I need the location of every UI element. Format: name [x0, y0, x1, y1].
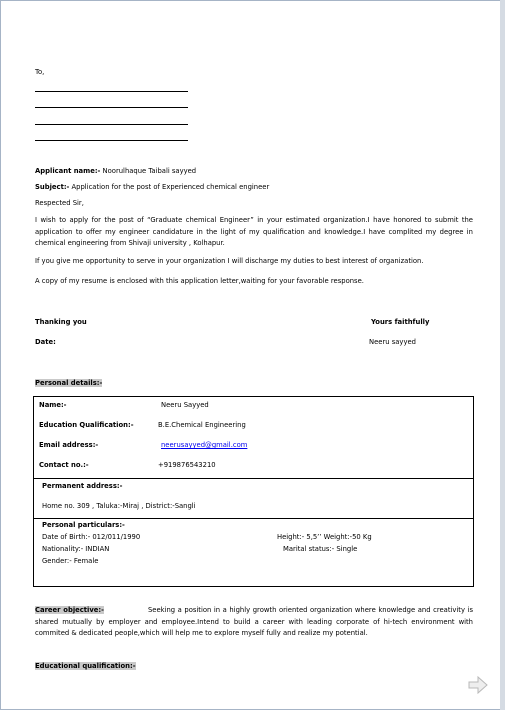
gender: Gender:- Female — [42, 557, 99, 565]
applicant-name — [35, 167, 196, 175]
contact-value: +919876543210 — [158, 461, 216, 469]
education-label: Education Qualification:- — [39, 421, 134, 429]
heading-highlight: Personal details:- — [35, 379, 103, 387]
letter-paragraph: A copy of my resume is enclosed with this application letter,waiting for your favorable response. — [35, 277, 364, 285]
date-of-birth: Date of Birth:- 012/011/1990 — [42, 533, 141, 541]
applicant-value: Noorulhaque Taibali sayyed — [100, 167, 197, 175]
closing-thanks: Thanking you — [35, 318, 87, 326]
permanent-address-label: Permanent address:- — [42, 482, 123, 490]
to-line: To, — [35, 68, 45, 76]
subject-label: Subject:- — [35, 183, 70, 191]
page-scroll-edge — [500, 0, 505, 710]
signature-name: Neeru sayyed — [369, 338, 416, 346]
career-objective-text: Seeking a position in a highly growth oriented organization where knowledge and creativity is shared mutually by employer and employee.Intend to build a career with leading corporate of hi-tech environment with commited & dedicated people,which will help me to explore myself fully and realize my potential. — [35, 606, 473, 637]
career-objective-label: Career objective:- — [35, 606, 104, 614]
name-value: Neeru Sayyed — [161, 401, 209, 409]
box-divider — [33, 478, 474, 479]
box-divider — [33, 518, 474, 519]
next-page-arrow-icon[interactable] — [468, 676, 488, 694]
section-heading-personal — [35, 379, 102, 387]
marital-status: Marital status:- Single — [283, 545, 358, 553]
applicant-label: Applicant name:- — [35, 167, 101, 175]
address-line — [35, 124, 188, 125]
permanent-address-value: Home no. 309 , Taluka:-Miraj , District:-Sangli — [42, 502, 196, 510]
email-label: Email address:- — [39, 441, 99, 449]
career-objective — [35, 605, 473, 640]
address-line — [35, 107, 188, 108]
subject-value: Application for the post of Experienced chemical engineer — [69, 183, 270, 191]
email-link[interactable]: neerusayyed@gmail.com — [161, 441, 248, 449]
contact-label: Contact no.:- — [39, 461, 89, 469]
letter-paragraph: If you give me opportunity to serve in your organization I will discharge my duties to best interest of organization. — [35, 257, 424, 265]
height-weight: Height:- 5,5’’ Weight:-50 Kg — [277, 533, 372, 541]
salutation: Respected Sir, — [35, 199, 84, 207]
address-line — [35, 140, 188, 141]
section-heading-education — [35, 662, 136, 670]
name-label: Name:- — [39, 401, 67, 409]
heading-highlight: Educational qualification:- — [35, 662, 136, 670]
nationality: Nationality:- INDIAN — [42, 545, 110, 553]
closing-yours: Yours faithfully — [371, 318, 430, 326]
date-label: Date: — [35, 338, 56, 346]
letter-paragraph: I wish to apply for the post of “Graduate chemical Engineer” in your estimated organization.I have honored to submit the application to offer my engineer candidature in the light of my qualification and knowledge.I have complited my degree in chemical engineering from Shivaji university , Kolhapur. — [35, 216, 473, 247]
personal-particulars-label: Personal particulars:- — [42, 521, 125, 529]
subject — [35, 183, 269, 191]
education-value: B.E.Chemical Engineering — [158, 421, 246, 429]
address-line — [35, 91, 188, 92]
